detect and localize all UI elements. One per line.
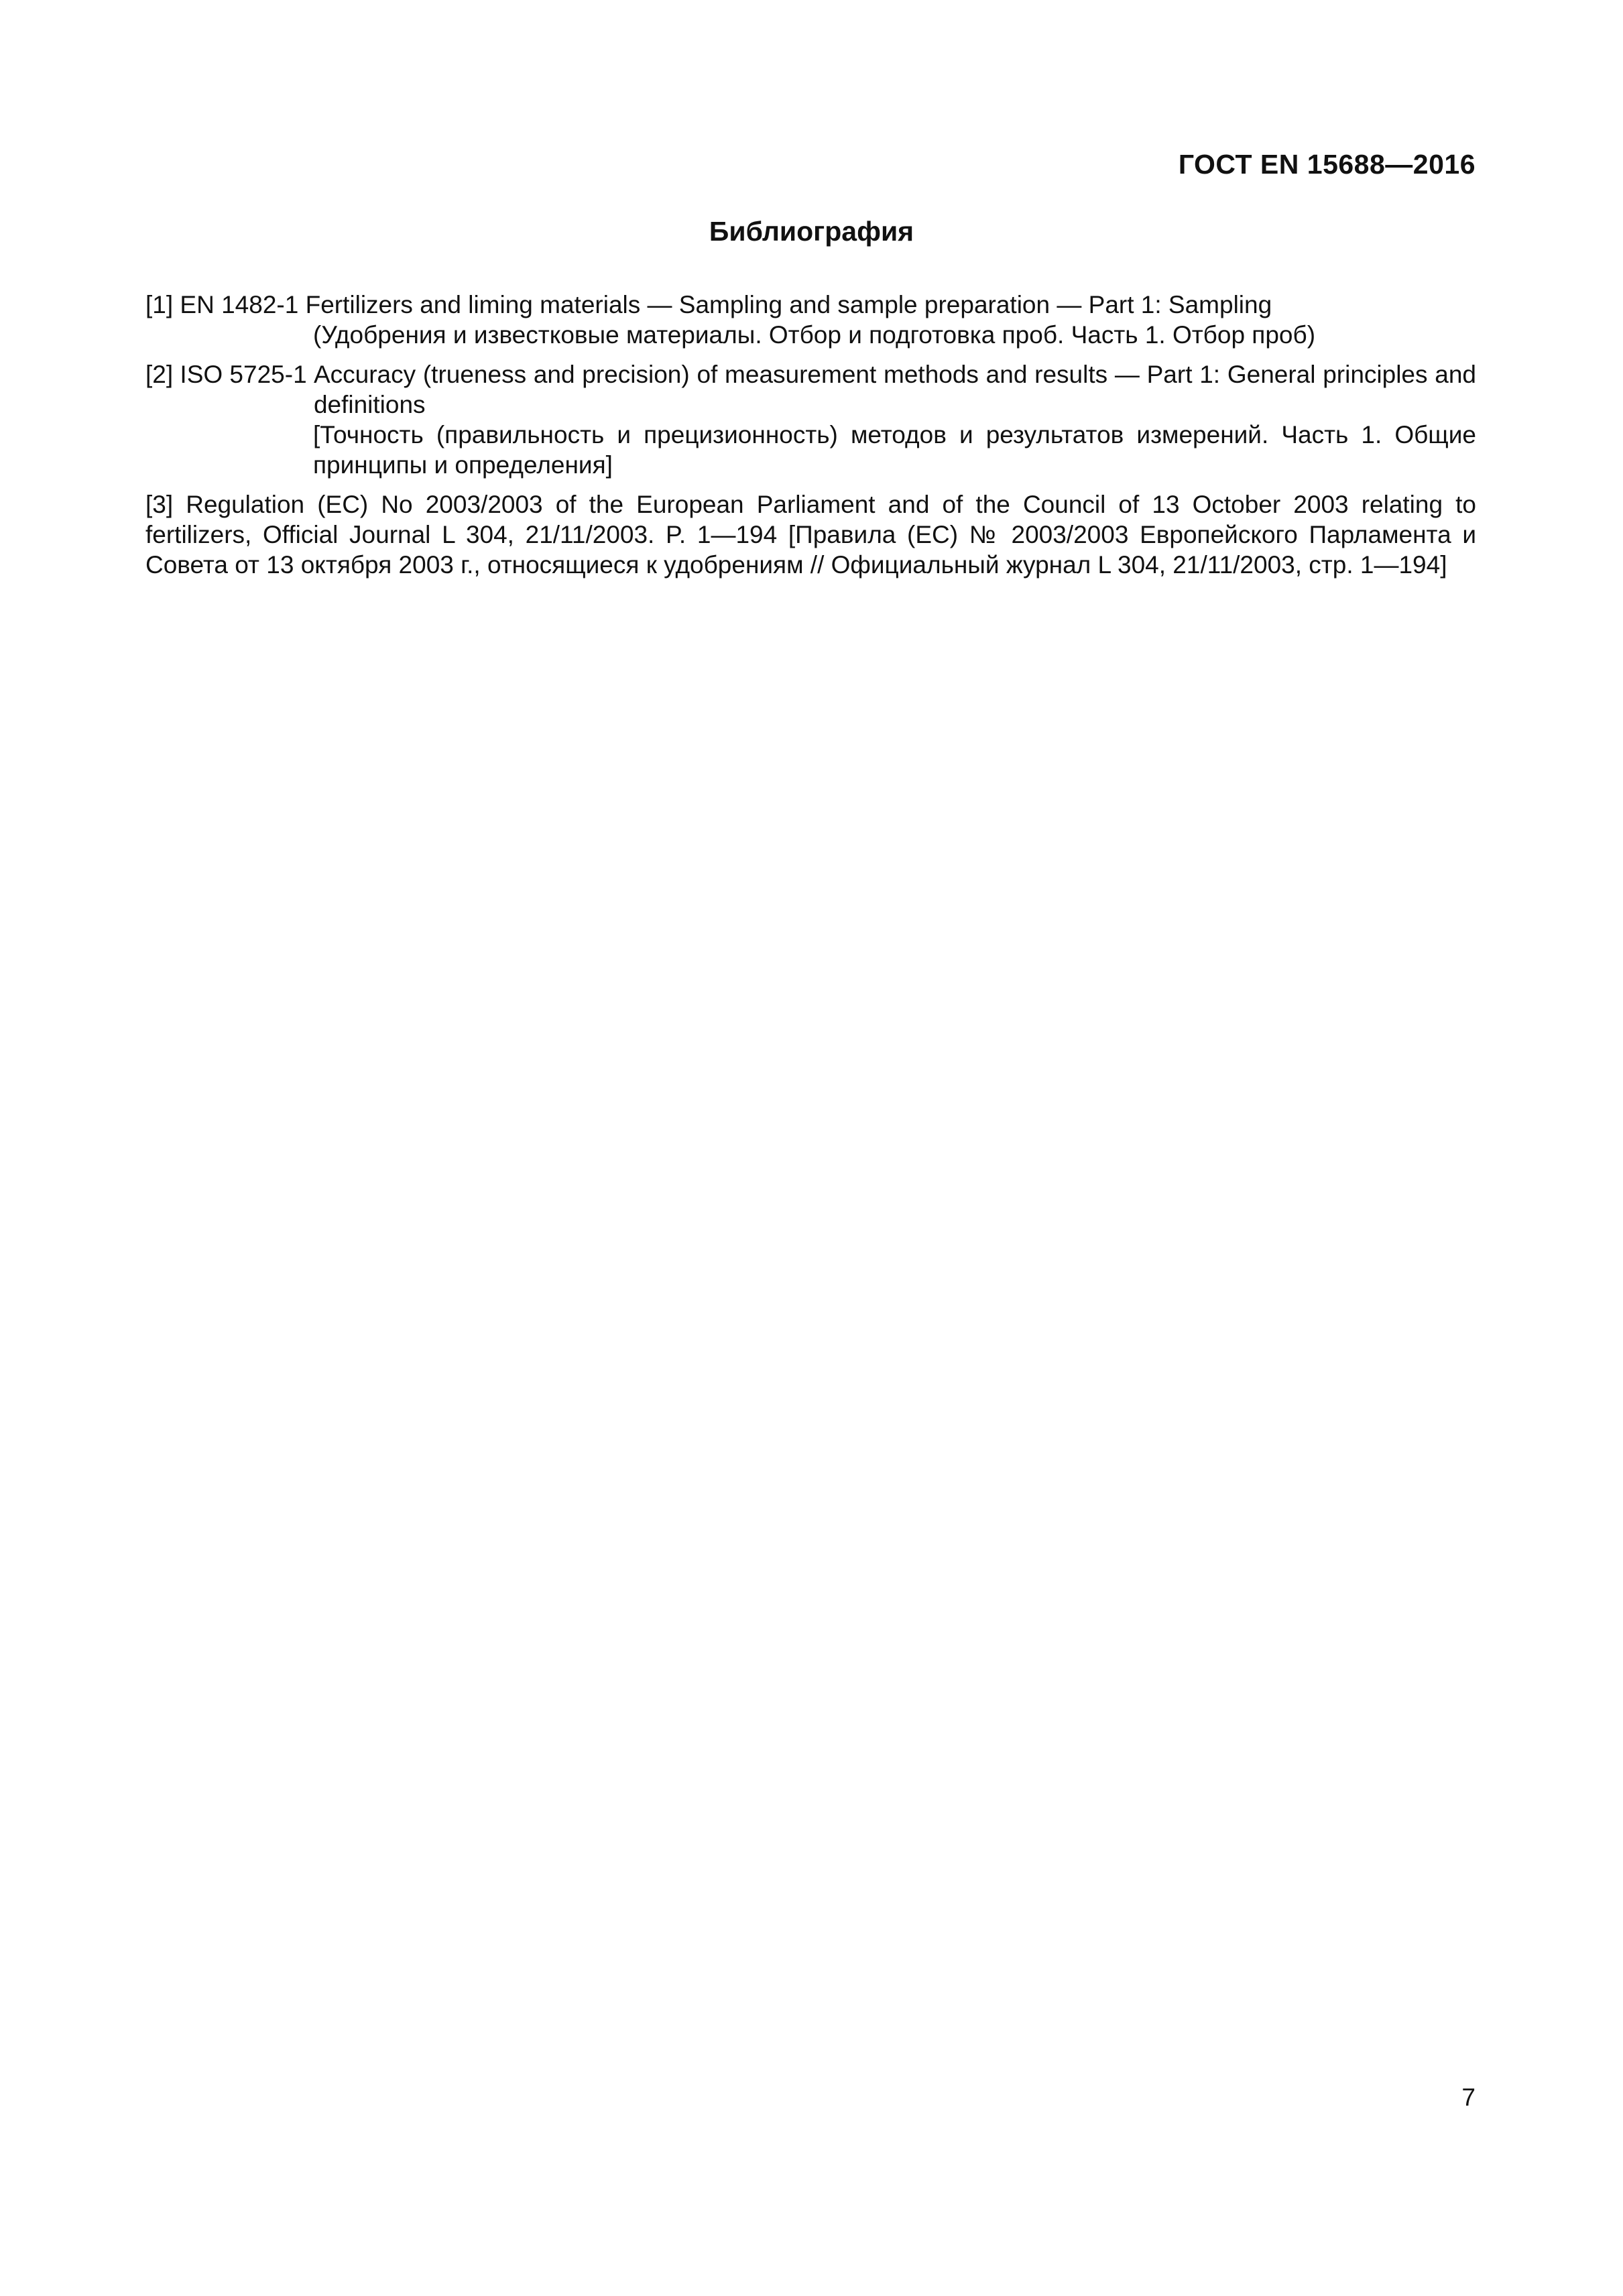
entry-2-line	[145, 359, 1476, 420]
standard-code-header: ГОСТ EN 15688—2016	[1178, 149, 1476, 180]
entry-3-text: [3] Regulation (EC) No 2003/2003 of the European Parliament and of the Council of 13 October 2003 relating to fertilizers, Official Journal L 304, 21/11/2003. P. 1—194 [Правила (ЕС) № 2003/2003 Европейского Парламента и Совета от 13 октября 2003 г., относящиеся к удобрениям // Официальный журнал L 304, 21/11/2003, стр. 1—194]	[145, 491, 1476, 579]
bibliography-list	[145, 290, 1476, 589]
bibliography-entry-2	[145, 359, 1476, 480]
bibliography-title: Библиография	[709, 216, 914, 247]
entry-2-translation: [Точность (правильность и прецизионность) методов и результатов измерений. Часть 1. Общие принципы и определения]	[313, 421, 1476, 479]
entry-1-line	[145, 290, 1476, 320]
entry-1-translation: (Удобрения и известковые материалы. Отбор и подготовка проб. Часть 1. Отбор проб)	[313, 321, 1316, 349]
entry-2-ref: [2] ISO 5725-1	[145, 361, 314, 388]
page-number: 7	[1461, 2083, 1476, 2111]
bibliography-entry-1	[145, 290, 1476, 350]
entry-1-title: Fertilizers and liming materials — Sampling and sample preparation — Part 1: Sampling	[305, 291, 1272, 318]
entry-1-ref: [1] EN 1482-1	[145, 291, 306, 318]
bibliography-entry-3	[145, 489, 1476, 580]
entry-2-title: Accuracy (trueness and precision) of measurement methods and results — Part 1: General principles and definitions	[313, 361, 1476, 418]
